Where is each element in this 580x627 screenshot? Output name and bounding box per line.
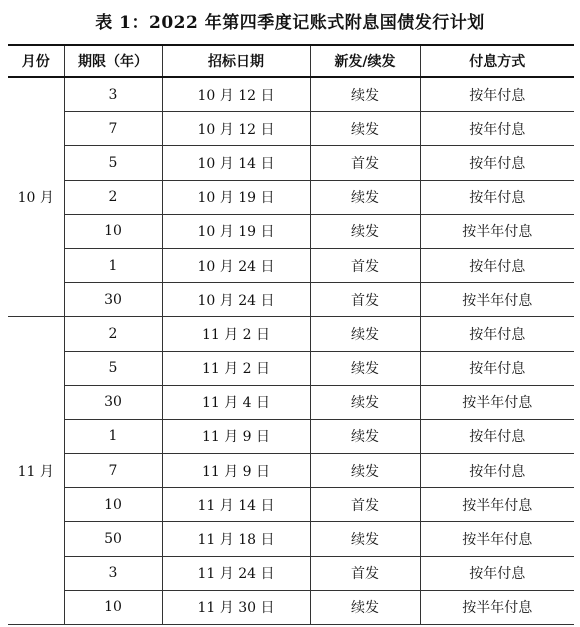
auction-date-cell: 10 月 24 日 [162, 283, 310, 317]
issue-type-cell: 续发 [310, 522, 420, 556]
term-cell: 5 [64, 146, 162, 180]
auction-date-cell: 11 月 30 日 [162, 590, 310, 624]
table-row [8, 522, 574, 556]
issue-type-cell: 续发 [310, 317, 420, 351]
payment-method-cell: 按年付息 [420, 351, 574, 385]
payment-method-cell: 按年付息 [420, 454, 574, 488]
issue-type-cell: 续发 [310, 214, 420, 248]
term-cell: 1 [64, 419, 162, 453]
header-month: 月份 [8, 45, 64, 77]
payment-method-cell: 按年付息 [420, 248, 574, 282]
auction-date-cell: 10 月 12 日 [162, 112, 310, 146]
issuance-plan-table [8, 44, 574, 625]
payment-method-cell: 按年付息 [420, 317, 574, 351]
term-cell: 3 [64, 556, 162, 590]
auction-date-cell: 11 月 24 日 [162, 556, 310, 590]
table-row [8, 77, 574, 112]
issue-type-cell: 首发 [310, 248, 420, 282]
auction-date-cell: 11 月 9 日 [162, 419, 310, 453]
issue-type-cell: 首发 [310, 488, 420, 522]
issue-type-cell: 续发 [310, 112, 420, 146]
table-row [8, 214, 574, 248]
table-row [8, 454, 574, 488]
table-row [8, 488, 574, 522]
table-body [8, 77, 574, 625]
payment-method-cell: 按年付息 [420, 180, 574, 214]
term-cell: 7 [64, 112, 162, 146]
issue-type-cell: 首发 [310, 146, 420, 180]
payment-method-cell: 按年付息 [420, 556, 574, 590]
table-row [8, 590, 574, 624]
payment-method-cell: 按年付息 [420, 146, 574, 180]
issue-type-cell: 续发 [310, 351, 420, 385]
term-cell: 7 [64, 454, 162, 488]
term-cell: 2 [64, 180, 162, 214]
term-cell: 50 [64, 522, 162, 556]
payment-method-cell: 按半年付息 [420, 283, 574, 317]
header-auction-date: 招标日期 [162, 45, 310, 77]
issue-type-cell: 续发 [310, 180, 420, 214]
table-row [8, 419, 574, 453]
auction-date-cell: 11 月 2 日 [162, 351, 310, 385]
payment-method-cell: 按半年付息 [420, 214, 574, 248]
issue-type-cell: 续发 [310, 454, 420, 488]
issue-type-cell: 续发 [310, 419, 420, 453]
payment-method-cell: 按年付息 [420, 112, 574, 146]
auction-date-cell: 10 月 12 日 [162, 77, 310, 112]
term-cell: 30 [64, 283, 162, 317]
term-cell: 10 [64, 214, 162, 248]
payment-method-cell: 按年付息 [420, 77, 574, 112]
term-cell: 1 [64, 248, 162, 282]
auction-date-cell: 10 月 19 日 [162, 180, 310, 214]
table-row [8, 112, 574, 146]
payment-method-cell: 按半年付息 [420, 385, 574, 419]
table-header [8, 45, 574, 77]
issue-type-cell: 续发 [310, 77, 420, 112]
month-cell: 10 月 [8, 77, 64, 317]
table-row [8, 351, 574, 385]
table-row [8, 248, 574, 282]
table-row [8, 283, 574, 317]
auction-date-cell: 11 月 18 日 [162, 522, 310, 556]
issue-type-cell: 首发 [310, 556, 420, 590]
auction-date-cell: 11 月 9 日 [162, 454, 310, 488]
payment-method-cell: 按半年付息 [420, 488, 574, 522]
table-row [8, 317, 574, 351]
auction-date-cell: 10 月 14 日 [162, 146, 310, 180]
header-issue-type: 新发/续发 [310, 45, 420, 77]
term-cell: 2 [64, 317, 162, 351]
auction-date-cell: 11 月 2 日 [162, 317, 310, 351]
table-row [8, 146, 574, 180]
term-cell: 10 [64, 488, 162, 522]
payment-method-cell: 按年付息 [420, 419, 574, 453]
month-cell: 11 月 [8, 317, 64, 625]
table-row [8, 385, 574, 419]
header-term: 期限（年） [64, 45, 162, 77]
table-row [8, 556, 574, 590]
term-cell: 10 [64, 590, 162, 624]
payment-method-cell: 按半年付息 [420, 522, 574, 556]
issue-type-cell: 续发 [310, 385, 420, 419]
table-row [8, 180, 574, 214]
header-payment-method: 付息方式 [420, 45, 574, 77]
term-cell: 5 [64, 351, 162, 385]
term-cell: 30 [64, 385, 162, 419]
auction-date-cell: 10 月 24 日 [162, 248, 310, 282]
auction-date-cell: 10 月 19 日 [162, 214, 310, 248]
auction-date-cell: 11 月 4 日 [162, 385, 310, 419]
header-row [8, 45, 574, 77]
issue-type-cell: 首发 [310, 283, 420, 317]
table-title: 表 1：2022 年第四季度记账式附息国债发行计划 [95, 13, 485, 33]
issue-type-cell: 续发 [310, 590, 420, 624]
auction-date-cell: 11 月 14 日 [162, 488, 310, 522]
term-cell: 3 [64, 77, 162, 112]
payment-method-cell: 按半年付息 [420, 590, 574, 624]
